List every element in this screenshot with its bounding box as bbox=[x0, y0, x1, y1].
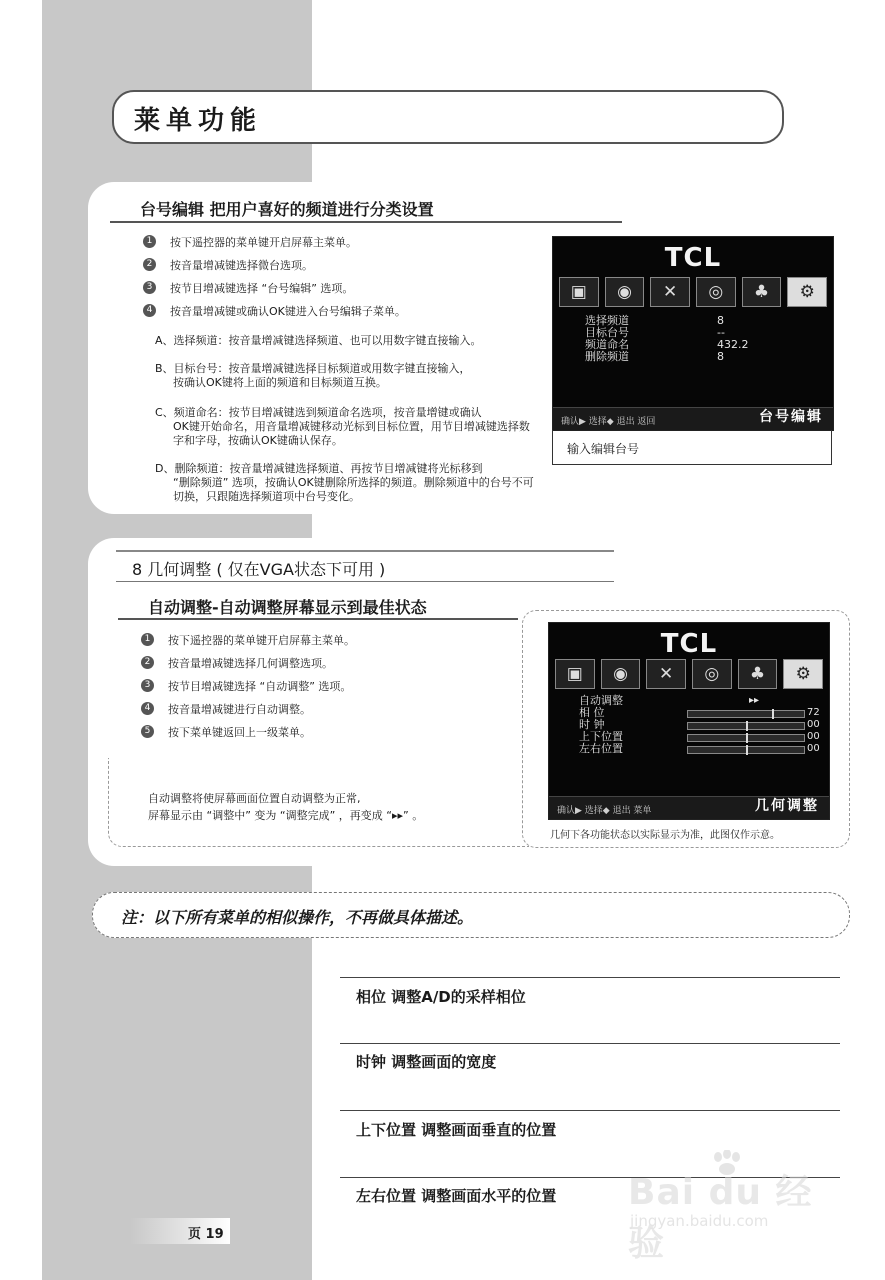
note-box bbox=[92, 892, 850, 938]
menu-icon-row bbox=[559, 277, 827, 307]
slider-thumb bbox=[746, 721, 748, 731]
step-item: 2 按音量增减键选择几何调整选项。 bbox=[141, 651, 355, 674]
page-title: 莱单功能 bbox=[134, 106, 263, 136]
auto-adjust-heading: 自动调整-自动调整屏幕显示到最佳状态 bbox=[148, 598, 427, 617]
osd-row: 自动调整 bbox=[579, 694, 623, 707]
clock-icon: ◎ bbox=[696, 277, 736, 307]
note-text: 注：以下所有菜单的相似操作，不再做具体描述。 bbox=[121, 908, 474, 927]
caption-text: 输入编辑台号 bbox=[567, 442, 640, 456]
osd-value: 00 bbox=[807, 743, 820, 754]
step-bullet-icon: 2 bbox=[143, 258, 156, 271]
picture-icon: ▣ bbox=[555, 659, 595, 689]
settings-icon: ⚙ bbox=[783, 659, 823, 689]
step-item: 3 按节目增减键选择 “自动调整” 选项。 bbox=[141, 674, 355, 697]
step-item: 4 按音量增减键或确认OK键进入台号编辑子菜单。 bbox=[143, 299, 406, 322]
step-item: 1 按下遥控器的菜单键开启屏幕主菜单。 bbox=[143, 230, 406, 253]
heading-rule bbox=[110, 221, 622, 223]
divider bbox=[340, 1043, 840, 1044]
sub-item-b: B、目标台号：按音量增减键选择目标频道或用数字键直接输入， 按确认OK键将上面的频道和目标频道互换。 bbox=[155, 362, 471, 389]
sound-icon: ◉ bbox=[601, 659, 641, 689]
osd-row: 选择频道 8 bbox=[585, 314, 724, 327]
geometry-caption: 几何下各功能状态以实际显示为准，此图仅作示意。 bbox=[550, 830, 780, 841]
step-bullet-icon: 4 bbox=[141, 702, 154, 715]
definition-clock: 时钟 调整画面的宽度 bbox=[356, 1053, 497, 1071]
osd-row: 目标台号 -- bbox=[585, 326, 725, 339]
slider-thumb bbox=[746, 745, 748, 755]
osd-rows bbox=[585, 315, 749, 363]
osd-footer bbox=[553, 407, 833, 430]
divider bbox=[340, 1110, 840, 1111]
page-number: 页 19 bbox=[188, 1227, 224, 1242]
step-item: 2 按音量增减键选择微台选项。 bbox=[143, 253, 406, 276]
osd-row: 上下位置 bbox=[579, 730, 623, 743]
osd-hint: 确认▶ 选择◆ 退出 返回 bbox=[561, 417, 656, 427]
sub-item-c: C、频道命名：按节目增减键选到频道命名选项，按音量增键或确认 OK键开始命名，用音量增减键移动光标到目标位置，用节目增减键选择数字和字母，按确认OK键确认保存。 bbox=[155, 406, 530, 447]
tv-menu-screenshot bbox=[552, 236, 834, 431]
step-bullet-icon: 5 bbox=[141, 725, 154, 738]
osd-value: 00 bbox=[807, 731, 820, 742]
caption-box bbox=[552, 430, 832, 465]
tcl-logo: TCL bbox=[664, 243, 722, 273]
geometry-steps bbox=[141, 628, 355, 743]
osd-row: 删除频道 8 bbox=[585, 350, 724, 363]
definition-phase: 相位 调整A/D的采样相位 bbox=[356, 988, 526, 1006]
osd-row: 频道命名 432.2 bbox=[585, 338, 749, 351]
step-bullet-icon: 1 bbox=[141, 633, 154, 646]
sub-item-a: A、选择频道：按音量增减键选择频道、也可以用数字键直接输入。 bbox=[155, 334, 482, 347]
tools-icon: ✕ bbox=[650, 277, 690, 307]
vpos-slider bbox=[687, 734, 805, 742]
watermark-url: jingyan.baidu.com bbox=[630, 1212, 769, 1230]
step-item: 3 按节目增减键选择 “台号编辑” 选项。 bbox=[143, 276, 406, 299]
tcl-logo: TCL bbox=[660, 629, 718, 659]
geometry-heading: 8 几何调整 ( 仅在VGA状态下可用 ) bbox=[132, 560, 386, 579]
heading-rule bbox=[116, 581, 614, 582]
osd-value: 72 bbox=[807, 707, 820, 718]
osd-title: 台号编辑 bbox=[759, 409, 823, 425]
clock-icon: ◎ bbox=[692, 659, 732, 689]
osd-row: 相 位 bbox=[579, 706, 605, 719]
top-rule bbox=[116, 550, 614, 552]
auto-adjust-note: 自动调整将使屏幕画面位置自动调整为正常, 屏幕显示由 “调整中” 变为 “调整完成” ，再变成 “▸▸” 。 bbox=[148, 792, 424, 822]
slider-thumb bbox=[746, 733, 748, 743]
users-icon: ♣ bbox=[742, 277, 782, 307]
osd-value: ▸▸ bbox=[749, 695, 760, 706]
step-bullet-icon: 4 bbox=[143, 304, 156, 317]
osd-footer bbox=[549, 796, 829, 819]
definition-hpos: 左右位置 调整画面水平的位置 bbox=[356, 1187, 557, 1205]
sound-icon: ◉ bbox=[605, 277, 645, 307]
settings-icon: ⚙ bbox=[787, 277, 827, 307]
page-title-box bbox=[112, 90, 784, 144]
step-bullet-icon: 2 bbox=[141, 656, 154, 669]
phase-slider bbox=[687, 710, 805, 718]
step-item: 5 按下菜单键返回上一级菜单。 bbox=[141, 720, 355, 743]
step-item: 4 按音量增减键进行自动调整。 bbox=[141, 697, 355, 720]
divider bbox=[340, 977, 840, 978]
osd-row: 时 钟 bbox=[579, 718, 605, 731]
osd-title: 几何调整 bbox=[755, 798, 819, 814]
baidu-watermark bbox=[628, 1150, 838, 1264]
channel-edit-steps bbox=[143, 230, 406, 322]
menu-icon-row bbox=[555, 659, 823, 689]
definition-vpos: 上下位置 调整画面垂直的位置 bbox=[356, 1121, 557, 1139]
users-icon: ♣ bbox=[738, 659, 778, 689]
watermark-brand: Bai du 经验 bbox=[628, 1172, 813, 1264]
channel-edit-heading: 台号编辑 把用户喜好的频道进行分类设置 bbox=[140, 200, 434, 219]
step-item: 1 按下遥控器的菜单键开启屏幕主菜单。 bbox=[141, 628, 355, 651]
slider-thumb bbox=[772, 709, 774, 719]
hpos-slider bbox=[687, 746, 805, 754]
picture-icon: ▣ bbox=[559, 277, 599, 307]
tools-icon: ✕ bbox=[646, 659, 686, 689]
subheading-rule bbox=[118, 618, 518, 620]
sub-item-d: D、删除频道：按音量增减键选择频道、再按节目增减键将光标移到 “删除频道” 选项，按确认OK键删除所选择的频道。删除频道中的台号不可切换，只跟随选择频道项中台号变化。 bbox=[155, 462, 534, 503]
osd-hint: 确认▶ 选择◆ 退出 菜单 bbox=[557, 806, 652, 816]
step-bullet-icon: 3 bbox=[141, 679, 154, 692]
tv-geometry-screenshot bbox=[548, 622, 830, 820]
step-bullet-icon: 3 bbox=[143, 281, 156, 294]
page-number-pill bbox=[130, 1218, 230, 1244]
step-bullet-icon: 1 bbox=[143, 235, 156, 248]
osd-value: 00 bbox=[807, 719, 820, 730]
osd-row: 左右位置 bbox=[579, 742, 623, 755]
clock-slider bbox=[687, 722, 805, 730]
